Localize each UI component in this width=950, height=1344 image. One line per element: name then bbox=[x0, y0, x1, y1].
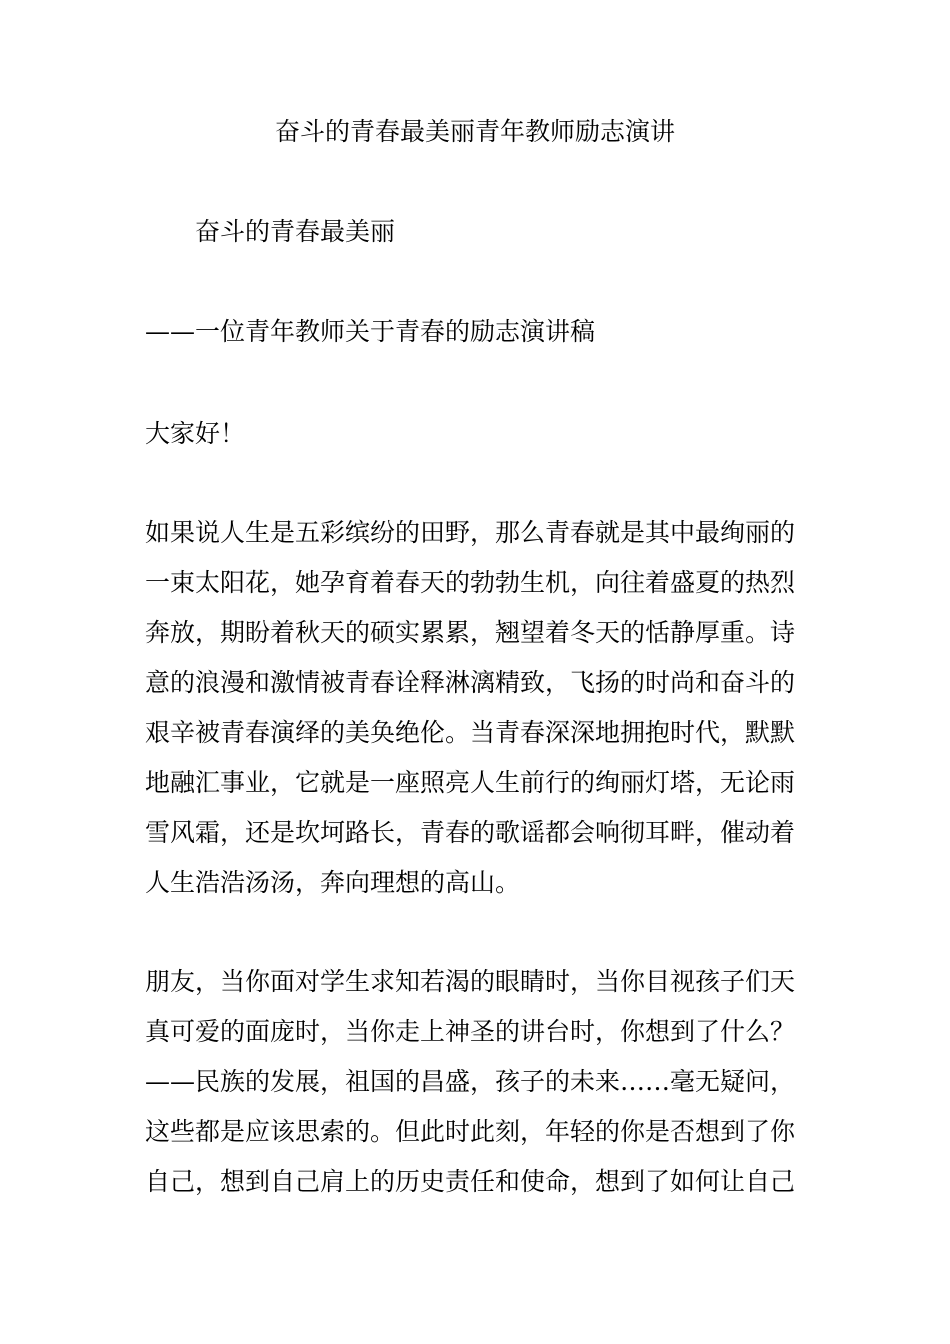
paragraph-line: 意的浪漫和激情被青春诠释淋漓精致，飞扬的时尚和奋斗的 bbox=[145, 668, 796, 697]
paragraph-line: 真可爱的面庞时，当你走上神圣的讲台时，你想到了什么？ bbox=[145, 1017, 796, 1046]
paragraph-line: 雪风霜，还是坎坷路长，青春的歌谣都会响彻耳畔，催动着 bbox=[145, 818, 796, 847]
paragraph-line: 人生浩浩汤汤，奔向理想的高山。 bbox=[145, 868, 521, 897]
document-byline: ——一位青年教师关于青春的励志演讲稿 bbox=[145, 317, 596, 346]
paragraph-line: 朋友，当你面对学生求知若渴的眼睛时，当你目视孩子们天 bbox=[145, 967, 796, 996]
document-title: 奋斗的青春最美丽青年教师励志演讲 bbox=[274, 117, 675, 146]
paragraph-line: 艰辛被青春演绎的美奂绝伦。当青春深深地拥抱时代，默默 bbox=[145, 718, 796, 747]
paragraph-1 bbox=[145, 508, 810, 908]
paragraph-line: 这些都是应该思索的。但此时此刻，年轻的你是否想到了你 bbox=[145, 1117, 796, 1146]
paragraph-line: 一束太阳花，她孕育着春天的勃勃生机，向往着盛夏的热烈 bbox=[145, 568, 796, 597]
document-subtitle: 奋斗的青春最美丽 bbox=[195, 217, 396, 246]
paragraph-line: ——民族的发展，祖国的昌盛，孩子的未来……毫无疑问， bbox=[145, 1067, 796, 1096]
paragraph-line: 地融汇事业，它就是一座照亮人生前行的绚丽灯塔，无论雨 bbox=[145, 768, 796, 797]
paragraph-line: 如果说人生是五彩缤纷的田野，那么青春就是其中最绚丽的 bbox=[145, 518, 796, 547]
paragraph-line: 奔放，期盼着秋天的硕实累累，翘望着冬天的恬静厚重。诗 bbox=[145, 618, 796, 647]
paragraph-line: 自己，想到自己肩上的历史责任和使命，想到了如何让自己 bbox=[145, 1167, 796, 1196]
paragraph-2 bbox=[145, 957, 810, 1207]
greeting: 大家好！ bbox=[145, 419, 246, 448]
